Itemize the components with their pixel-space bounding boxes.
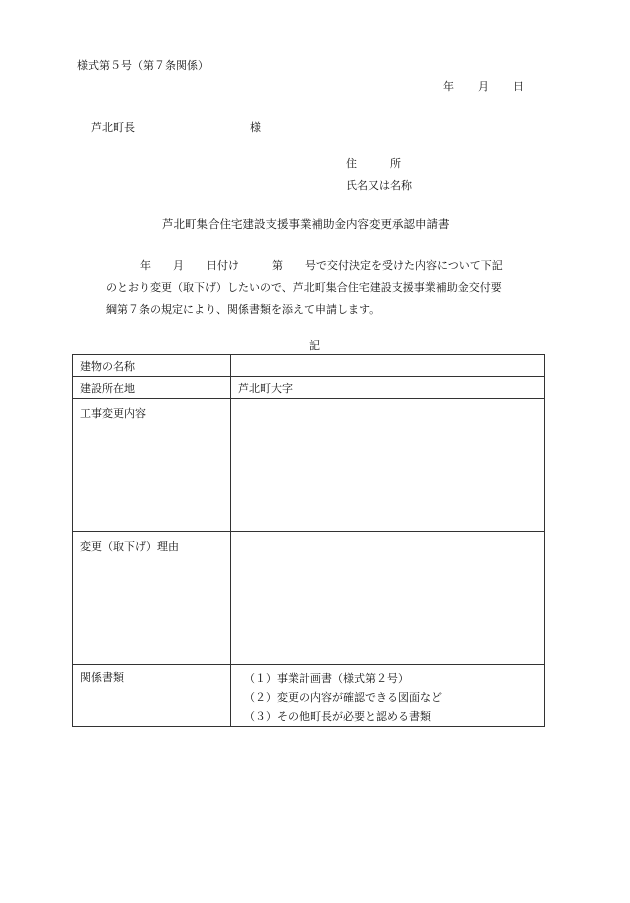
document-title: 芦北町集合住宅建設支援事業補助金内容変更承認申請書: [162, 217, 450, 231]
date-line: [443, 81, 524, 92]
addressee: 芦北町長: [91, 121, 135, 134]
building-name-field[interactable]: [231, 355, 545, 377]
applicant-name-label: 氏名又は名称: [346, 179, 412, 192]
work-change-label: 工事変更内容: [73, 399, 231, 532]
ki-heading: 記: [309, 339, 320, 352]
table-row: [73, 532, 545, 665]
body-text-line-3: 綱第７条の規定により、関係書類を添えて申請します。: [106, 303, 381, 316]
applicant-address-label: 住 所: [346, 157, 401, 170]
date-day: 日: [513, 80, 524, 93]
date-month: 月: [478, 80, 489, 93]
date-year: 年: [443, 80, 454, 93]
body-text-line-1: 年 月 日付け 第 号で交付決定を受けた内容について下記: [140, 259, 503, 272]
table-row: [73, 355, 545, 377]
reason-field[interactable]: [231, 532, 545, 665]
location-field[interactable]: 芦北町大字: [231, 377, 545, 399]
document-item: （１）事業計画書（様式第２号）: [244, 672, 409, 685]
table-row: [73, 399, 545, 532]
building-name-label: 建物の名称: [73, 355, 231, 377]
work-change-field[interactable]: [231, 399, 545, 532]
addressee-honorific: 様: [250, 121, 261, 134]
application-table: [72, 354, 545, 727]
documents-list: [231, 665, 545, 727]
form-number: 様式第５号（第７条関係）: [77, 59, 209, 72]
body-text-line-2: のとおり変更（取下げ）したいので、芦北町集合住宅建設支援事業補助金交付要: [106, 281, 502, 294]
documents-label: 関係書類: [73, 665, 231, 727]
table-row: [73, 377, 545, 399]
table-row: [73, 665, 545, 727]
reason-label: 変更（取下げ）理由: [73, 532, 231, 665]
location-label: 建設所在地: [73, 377, 231, 399]
document-item: （３）その他町長が必要と認める書類: [244, 710, 431, 723]
document-item: （２）変更の内容が確認できる図面など: [244, 691, 442, 704]
